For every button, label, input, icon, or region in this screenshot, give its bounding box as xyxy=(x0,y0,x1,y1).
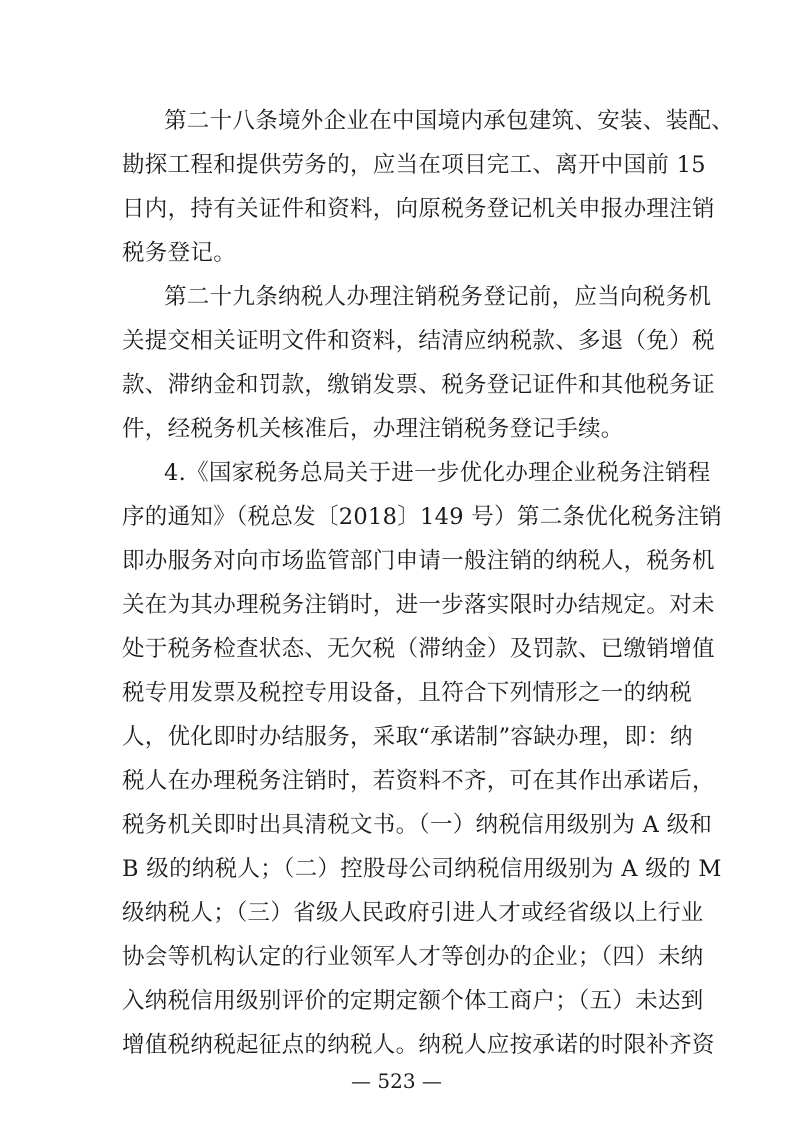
text-line: 处于税务检查状态、无欠税（滞纳金）及罚款、已缴销增值 xyxy=(122,636,715,662)
text-line: 入纳税信用级别评价的定期定额个体工商户；（五）未达到 xyxy=(122,988,704,1014)
text-line: 税专用发票及税控专用设备，且符合下列情形之一的纳税 xyxy=(122,680,693,706)
text-line: 关提交相关证明文件和资料，结清应纳税款、多退（免）税 xyxy=(122,328,715,354)
text-line: 日内，持有关证件和资料，向原税务登记机关申报办理注销 xyxy=(122,196,715,222)
text-line: 级纳税人；（三）省级人民政府引进人才或经省级以上行业 xyxy=(122,900,704,926)
text-line: 勘探工程和提供劳务的，应当在项目完工、离开中国前 15 xyxy=(122,152,706,178)
text-line: B 级的纳税人；（二）控股母公司纳税信用级别为 A 级的 M xyxy=(122,856,722,882)
text-line: 税务机关即时出具清税文书。（一）纳税信用级别为 A 级和 xyxy=(122,812,713,838)
text-line: 税人在办理税务注销时，若资料不齐，可在其作出承诺后， xyxy=(122,768,715,794)
text-line: 第二十九条纳税人办理注销税务登记前，应当向税务机 xyxy=(164,284,712,310)
text-line: 4.《国家税务总局关于进一步优化办理企业税务注销程 xyxy=(164,460,711,486)
text-line: 人，优化即时办结服务，采取“承诺制”容缺办理，即：纳 xyxy=(122,724,693,750)
text-line: 增值税纳税起征点的纳税人。纳税人应按承诺的时限补齐资 xyxy=(122,1032,715,1058)
page-number: — 523 — xyxy=(351,1069,442,1093)
text-line: 序的通知》（税总发〔2018〕149 号）第二条优化税务注销 xyxy=(122,504,723,530)
text-line: 款、滞纳金和罚款，缴销发票、税务登记证件和其他税务证 xyxy=(122,372,715,398)
text-line: 即办服务对向市场监管部门申请一般注销的纳税人，税务机 xyxy=(122,548,715,574)
text-line: 件，经税务机关核准后，办理注销税务登记手续。 xyxy=(122,416,624,442)
text-line: 税务登记。 xyxy=(122,240,237,266)
text-line: 协会等机构认定的行业领军人才等创办的企业；（四）未纳 xyxy=(122,944,704,970)
text-line: 关在为其办理税务注销时，进一步落实限时办结规定。对未 xyxy=(122,592,715,618)
text-line: 第二十八条境外企业在中国境内承包建筑、安装、装配、 xyxy=(164,108,735,134)
